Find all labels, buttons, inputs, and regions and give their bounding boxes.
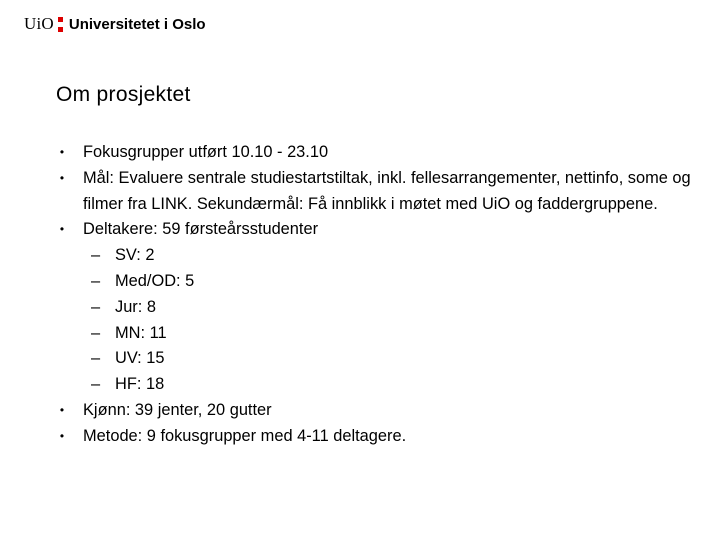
- sub-item-text: MN: 11: [115, 323, 167, 342]
- uio-logo: [24, 13, 206, 35]
- bullet-icon: •: [59, 428, 65, 443]
- dash-icon: –: [91, 349, 101, 368]
- bullet-icon: •: [59, 222, 65, 237]
- dash-icon: –: [91, 246, 101, 265]
- sub-item: [56, 321, 696, 347]
- sub-item: [56, 243, 696, 269]
- logo-short: UiO: [24, 14, 54, 33]
- logo-name: Universitetet i Oslo: [68, 15, 206, 33]
- dash-icon: –: [91, 297, 101, 316]
- bullet-item: [56, 424, 696, 450]
- sub-item-text: Jur: 8: [115, 297, 156, 316]
- sub-item: [56, 346, 696, 372]
- logo-separator-icon: [58, 17, 63, 32]
- bullet-icon: •: [59, 145, 65, 159]
- bullet-icon: •: [59, 402, 65, 417]
- bullet-item: [56, 217, 696, 243]
- bullet-text: Metode: 9 fokusgrupper med 4-11 deltagere.: [83, 426, 407, 445]
- bullet-item: [56, 398, 696, 424]
- dash-icon: –: [91, 375, 101, 394]
- bullet-item: [56, 140, 696, 166]
- sub-item-text: HF: 18: [115, 375, 165, 394]
- bullet-text: Fokusgrupper utført 10.10 - 23.10: [83, 143, 329, 161]
- dash-icon: –: [91, 323, 101, 342]
- sub-item-text: Med/OD: 5: [115, 271, 195, 290]
- slide-content: [56, 140, 696, 450]
- sub-item: [56, 372, 696, 398]
- sub-item: [56, 269, 696, 295]
- bullet-text: Kjønn: 39 jenter, 20 gutter: [83, 400, 272, 419]
- bullet-icon: •: [59, 170, 65, 185]
- sub-item-text: SV: 2: [115, 246, 155, 265]
- bullet-item: [56, 166, 696, 218]
- sub-item-text: UV: 15: [115, 349, 165, 368]
- bullet-text: Deltakere: 59 førsteårsstudenter: [83, 220, 319, 239]
- dash-icon: –: [91, 271, 101, 290]
- sub-item: [56, 295, 696, 321]
- slide-title: Om prosjektet: [56, 83, 191, 106]
- bullet-text: Mål: Evaluere sentrale studiestartstiltak, inkl. fellesarrangementer, nettinfo, some og filmer fra LINK. Sekundærmål: Få innblikk i møtet med UiO og faddergruppene.: [83, 168, 691, 213]
